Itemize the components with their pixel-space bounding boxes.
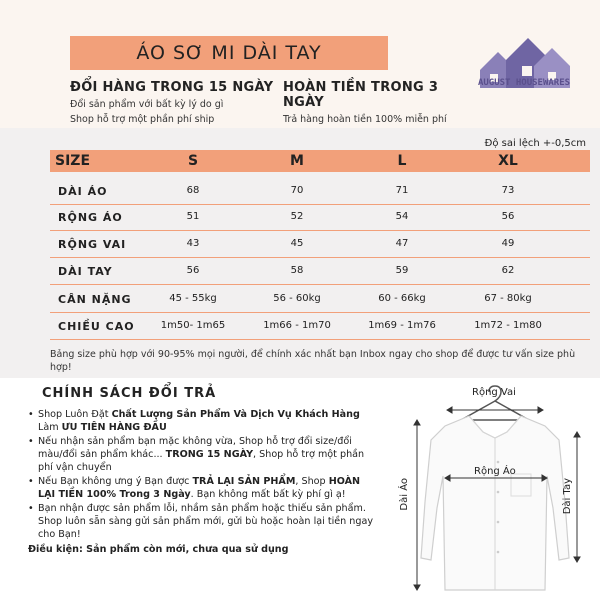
table-cell: 56 - 60kg [273,293,321,304]
text: . Bạn không mất bất kỳ phí gì ạ! [190,489,346,500]
text: , Shop hỗ trợ một phần phí vận chuyển [38,449,365,473]
policy-item [28,502,373,541]
text-bold: ƯU TIÊN HÀNG ĐẦU [61,422,167,433]
table-cell: 68 [186,185,200,196]
sleeve-arrow [574,432,580,562]
text-bold: Chất Lượng Sản Phẩm Và Dịch Vụ Khách Hàng [111,409,360,420]
table-cell: 1m50- 1m65 [160,320,226,331]
size-col-m: M [290,153,304,169]
refund-line-1: Trả hàng hoàn tiền 100% miễn phí [283,114,447,125]
page-title: ÁO SƠ MI DÀI TAY [70,36,388,70]
table-cell: 51 [186,211,200,222]
exchange-line-2: Shop hỗ trợ một phần phí ship [70,114,215,125]
condition-note: Điều kiện: Sản phẩm còn mới, chưa qua sử dụng [28,544,289,555]
chest-width-label: Rộng Áo [474,466,516,477]
text: , Shop [295,476,329,487]
size-col-l: L [397,153,407,169]
text: Nếu Bạn không ưng ý Bạn được [38,476,193,487]
text-bold: TRONG 15 NGÀY [165,449,254,460]
row-label: CÂN NẶNG [58,293,132,306]
row-label: DÀI TAY [58,265,113,278]
shoulder-width-arrow [447,407,543,413]
policy-item [28,408,373,434]
exchange-policy-summary [70,80,280,125]
refund-policy-summary [283,80,473,125]
table-cell: 45 - 55kg [169,293,217,304]
size-footnote: Bảng size phù hợp với 90-95% mọi người, để chính xác nhất bạn Inbox ngay cho shop để được tư vấn size phù hợp! [50,349,576,373]
text: Bạn nhận được sản phẩm lỗi, nhầm sản phẩm hoặc thiếu sản phẩm. Shop luôn sẵn sàng gửi sản phẩm mới, gửi bù hoặc hoàn lại tiền ngay cho Bạn! [38,503,374,540]
text: Nếu nhận sản phẩm bạn mặc không vừa, Shop hỗ trợ đổi size/đổi màu/đổi sản phẩm khác... [38,436,352,460]
table-cell: 71 [395,185,409,196]
size-col-xl: XL [498,153,518,169]
table-cell: 52 [290,211,304,222]
exchange-policy-title: CHÍNH SÁCH ĐỔI TRẢ [42,386,217,401]
table-cell: 62 [501,265,515,276]
policy-item [28,475,373,501]
table-cell: 56 [501,211,515,222]
brand-name: AUGUST HOUSEWARES [477,78,571,88]
policy-item [28,435,373,474]
length-arrow [414,420,420,590]
text-bold: HOÀN LẠI TIỀN 100% Trong 3 Ngày [38,476,361,500]
table-cell: 45 [290,238,304,249]
tolerance-note: Độ sai lệch +-0,5cm [484,138,586,149]
row-label: RỘNG ÁO [58,211,123,224]
size-col-s: S [187,153,199,169]
table-cell: 73 [501,185,515,196]
table-cell: 59 [395,265,409,276]
shirt-length-label: Dài Áo [399,478,410,511]
table-cell: 60 - 66kg [378,293,426,304]
table-cell: 70 [290,185,304,196]
text-bold: TRẢ LẠI SẢN PHẨM [192,476,296,487]
table-cell: 1m69 - 1m76 [368,320,436,331]
sleeve-length-label: Dài Tay [562,478,573,515]
table-cell: 43 [186,238,200,249]
table-cell: 67 - 80kg [484,293,532,304]
shoulder-width-label: Rộng Vai [472,387,516,398]
row-label: RỘNG VAI [58,238,127,251]
row-label: DÀI ÁO [58,185,108,198]
table-cell: 47 [395,238,409,249]
text: Shop Luôn Đặt [38,409,112,420]
table-cell: 56 [186,265,200,276]
exchange-heading: ĐỔI HÀNG TRONG 15 NGÀY [70,80,274,95]
table-cell: 49 [501,238,515,249]
exchange-policy-list [28,408,373,556]
table-cell: 1m72 - 1m80 [474,320,542,331]
shirt-icon [421,416,569,590]
text: Làm [38,422,62,433]
table-cell: 1m66 - 1m70 [263,320,331,331]
exchange-line-1: Đổi sản phẩm với bất kỳ lý do gì [70,99,224,110]
size-header-label: SIZE [55,153,91,169]
table-cell: 58 [290,265,304,276]
table-cell: 54 [395,211,409,222]
refund-heading: HOÀN TIỀN TRONG 3 NGÀY [283,80,439,110]
row-label: CHIỀU CAO [58,320,135,333]
